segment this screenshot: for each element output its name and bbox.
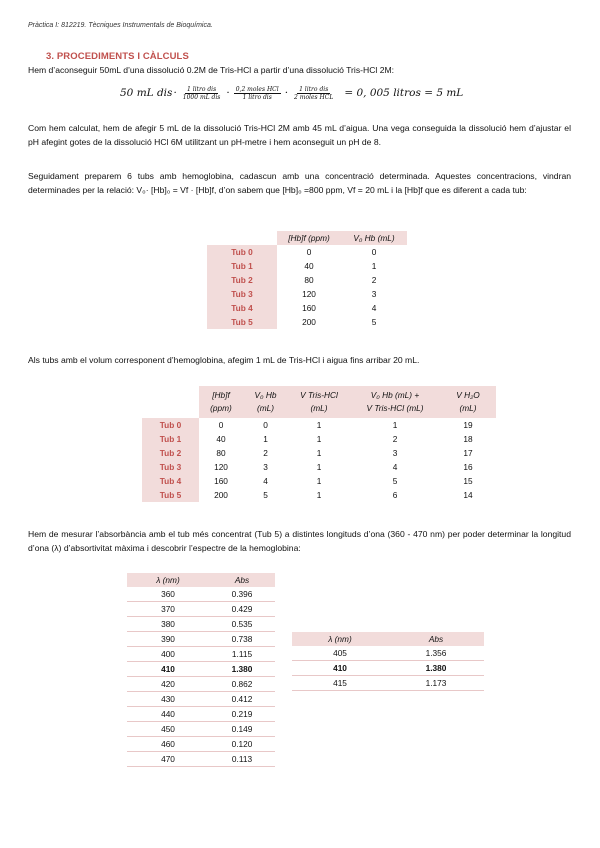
table-cell: 2 <box>371 275 377 285</box>
table-cell: Tub 4 <box>142 474 199 488</box>
table-header-line: V₀ Hb (mL) + <box>370 390 420 400</box>
table-cell: 1 <box>316 462 322 472</box>
table-cell: 0 <box>371 247 377 257</box>
table-cell: 0.149 <box>209 722 275 737</box>
table-cell: 420 <box>127 677 209 692</box>
paragraph-4: Hem de mesurar l’absorbància amb el tub més concentrat (Tub 5) a distintes longituds d’ona (360 - 470 nm) per poder determinar la longitud d’ona (λ) d’absortivitat màxima i descobrir l’espectre de la hemoglobina: <box>28 529 571 553</box>
table-cell: 1 <box>371 261 377 271</box>
table-cell: 15 <box>463 476 473 486</box>
table-cell: 160 <box>302 303 316 313</box>
table-row <box>292 646 484 661</box>
table-row <box>127 632 275 647</box>
fraction-denominator: 2 moles HCL <box>294 93 334 101</box>
table-cell: 1.173 <box>388 676 484 691</box>
table-cell: 3 <box>392 448 398 458</box>
table-cell: 0.412 <box>209 692 275 707</box>
table-header: Abs <box>388 632 484 646</box>
table-cell: 18 <box>463 434 473 444</box>
formula-fraction-2 <box>234 86 281 101</box>
table-cell: 4 <box>263 476 268 486</box>
table-cell: 405 <box>292 646 388 661</box>
table-cell: 17 <box>463 448 473 458</box>
table-cell: Tub 2 <box>207 273 277 287</box>
table-header-line: (mL) <box>459 403 477 413</box>
table-header-line: [Hb]f <box>212 390 230 400</box>
table-cell: Tub 1 <box>207 259 277 273</box>
table-header: λ (nm) <box>292 632 388 646</box>
table-row <box>207 315 407 329</box>
table-cell: 4 <box>371 303 377 313</box>
table-cell: 80 <box>304 275 314 285</box>
table-row <box>142 418 496 432</box>
table-cell: 5 <box>371 317 377 327</box>
table-row <box>127 692 275 707</box>
table-row <box>127 722 275 737</box>
table-cell: Tub 0 <box>207 245 277 259</box>
table-cell: 415 <box>292 676 388 691</box>
table-header-line: V Tris-HCl (mL) <box>366 403 424 413</box>
table-row <box>207 259 407 273</box>
table-row <box>142 474 496 488</box>
formula-lead: 50 mL dis <box>120 87 173 99</box>
table-cell: 1 <box>316 476 322 486</box>
formula-fraction-1 <box>181 86 223 101</box>
table-row <box>207 245 407 259</box>
table-cell: 0 <box>263 420 268 430</box>
table-cell: 0.113 <box>209 752 275 767</box>
table-row <box>142 446 496 460</box>
table-cell: 450 <box>127 722 209 737</box>
table-cell: 1 <box>316 434 322 444</box>
table-cell: 460 <box>127 737 209 752</box>
table-row <box>142 488 496 502</box>
table-cell: 40 <box>304 261 314 271</box>
table-cell: Tub 3 <box>207 287 277 301</box>
table-cell: 0.120 <box>209 737 275 752</box>
table-cell: 120 <box>302 289 316 299</box>
fraction-denominator: 1000 mL dis <box>182 93 221 101</box>
table-header <box>243 386 288 418</box>
table-header <box>440 386 496 418</box>
table-cell: 5 <box>392 476 398 486</box>
table-cell: 1.380 <box>388 661 484 676</box>
table-cell: 3 <box>263 462 268 472</box>
table-cell: 380 <box>127 617 209 632</box>
table-cell: 370 <box>127 602 209 617</box>
table-cell: 1.380 <box>209 662 275 677</box>
fraction-numerator: 0,2 moles HCl <box>235 85 279 93</box>
paragraph-1: Com hem calculat, hem de afegir 5 mL de la dissolució Tris-HCl 2M amb 45 mL d’aigua. Una vega conseguida la dissolució hem d’ajustar el pH afegint gotes de la dissolució HCl 6M utilitzant un pH-metre i hem aconseguit un pH de 8. <box>28 123 571 147</box>
table-cell: Tub 0 <box>142 418 199 432</box>
table-cell: 14 <box>463 490 473 500</box>
table-cell: Tub 5 <box>207 315 277 329</box>
table-header: V₀ Hb (mL) <box>341 231 407 245</box>
fraction-denominator: 1 litro dis <box>242 93 272 101</box>
table-header: [Hb]f (ppm) <box>277 231 341 245</box>
table-cell: Tub 5 <box>142 488 199 502</box>
table-row <box>127 662 275 677</box>
table-cell: 1 <box>263 434 268 444</box>
table-cell: 40 <box>216 434 226 444</box>
table-header: Abs <box>209 573 275 587</box>
table-cell: 0.862 <box>209 677 275 692</box>
table-cell: 0.535 <box>209 617 275 632</box>
table-cell: 0.396 <box>209 587 275 602</box>
table-cell: 1 <box>392 420 398 430</box>
table-cell: 1 <box>316 490 322 500</box>
table-cell: Tub 1 <box>142 432 199 446</box>
table-cell: 16 <box>463 462 473 472</box>
table-header-line: (mL) <box>256 403 275 413</box>
table-cell: 200 <box>214 490 228 500</box>
table-header-line: V H₂O <box>456 390 480 400</box>
table-cell: Tub 2 <box>142 446 199 460</box>
table-cell: 1.356 <box>388 646 484 661</box>
table-cell: 0.219 <box>209 707 275 722</box>
table-row <box>127 707 275 722</box>
paragraph-3: Als tubs amb el volum corresponent d’hemoglobina, afegim 1 mL de Tris-HCl i aigua fins arribar 20 mL. <box>28 355 420 365</box>
table-cell: 430 <box>127 692 209 707</box>
table-cell: 0 <box>218 420 224 430</box>
page-header: Pràctica I: 812219. Tècniques Instrumentals de Bioquímica. <box>28 22 213 29</box>
table-cell: 19 <box>463 420 473 430</box>
table-cell: 1.115 <box>209 647 275 662</box>
table-header: λ (nm) <box>127 573 209 587</box>
table-cell: Tub 4 <box>207 301 277 315</box>
fraction-numerator: 1 litro dis <box>299 85 329 93</box>
table-row <box>127 752 275 767</box>
fraction-numerator: 1 litro dis <box>186 85 217 93</box>
table-cell: 0.738 <box>209 632 275 647</box>
table-cell: 80 <box>216 448 226 458</box>
table-cell: 200 <box>302 317 316 327</box>
table-cell: 2 <box>263 448 268 458</box>
table-cell: 4 <box>392 462 398 472</box>
table-row <box>207 287 407 301</box>
table-cell: 470 <box>127 752 209 767</box>
table-cell: 360 <box>127 587 209 602</box>
table-cell: 410 <box>292 661 388 676</box>
table-cell: 3 <box>371 289 377 299</box>
table-header <box>350 386 440 418</box>
intro-paragraph: Hem d’aconseguir 50mL d’una dissolució 0.2M de Tris-HCl a partir d’una dissolució Tris-HCl 2M: <box>28 65 395 75</box>
formula-fraction-3 <box>292 86 335 101</box>
table-cell: 2 <box>392 434 398 444</box>
table-row <box>127 647 275 662</box>
formula-result: = 0, 005 litros = 5 mL <box>344 87 464 99</box>
table-row <box>127 737 275 752</box>
absorbance-fine-table <box>292 632 484 691</box>
table-row <box>292 661 484 676</box>
table-cell: 120 <box>214 462 228 472</box>
table-header-line: (ppm) <box>210 403 232 413</box>
table-row <box>142 432 496 446</box>
table-row <box>127 677 275 692</box>
section-title: 3. PROCEDIMENTS I CÀLCULS <box>46 51 189 62</box>
table-header-line: (mL) <box>310 403 328 413</box>
table-cell: 440 <box>127 707 209 722</box>
table-row <box>127 587 275 602</box>
absorbance-table <box>127 573 275 767</box>
table-header <box>288 386 350 418</box>
table-cell: 390 <box>127 632 209 647</box>
table-row <box>207 301 407 315</box>
table-header <box>199 386 243 418</box>
table-cell: 1 <box>316 420 322 430</box>
table-cell: 160 <box>214 476 228 486</box>
table-cell: 5 <box>263 490 268 500</box>
table-row <box>142 460 496 474</box>
table-cell: 1 <box>316 448 322 458</box>
table-row <box>127 617 275 632</box>
tube-volumes-table <box>142 386 496 502</box>
table-cell: 0 <box>306 247 312 257</box>
table-cell: 0.429 <box>209 602 275 617</box>
dilution-formula: 50 mL dis · $\frac{\text{1 litro dis}}{\text{1000 mL dis}}$ · $\frac{\text{0,2 moles HCl}}{\text{1 litro dis}}$ · $\frac{\text{1 litro dis}}{\text{2 moles HCL}}$ = 0, 005 litros = 5 mL <box>120 85 464 101</box>
table-cell: 410 <box>127 662 209 677</box>
table-row <box>207 273 407 287</box>
hemoglobin-dilution-table <box>207 231 407 329</box>
table-cell: 400 <box>127 647 209 662</box>
table-cell: Tub 3 <box>142 460 199 474</box>
table-cell: 6 <box>392 490 398 500</box>
table-header-line: V Tris-HCl <box>300 390 338 400</box>
table-row <box>292 676 484 691</box>
table-row <box>127 602 275 617</box>
paragraph-2: Seguidament preparem 6 tubs amb hemoglobina, cadascun amb una concentració determinada. Aquestes concentracions, vindran determinades per la relació: V₀· [Hb]₀ = Vf · [Hb]f, d’on sabem que [Hb]₀ =800 ppm, Vf = 20 mL i la [Hb]f que es diferent a cada tub: <box>28 171 571 195</box>
table-header-line: V₀ Hb <box>254 390 277 400</box>
